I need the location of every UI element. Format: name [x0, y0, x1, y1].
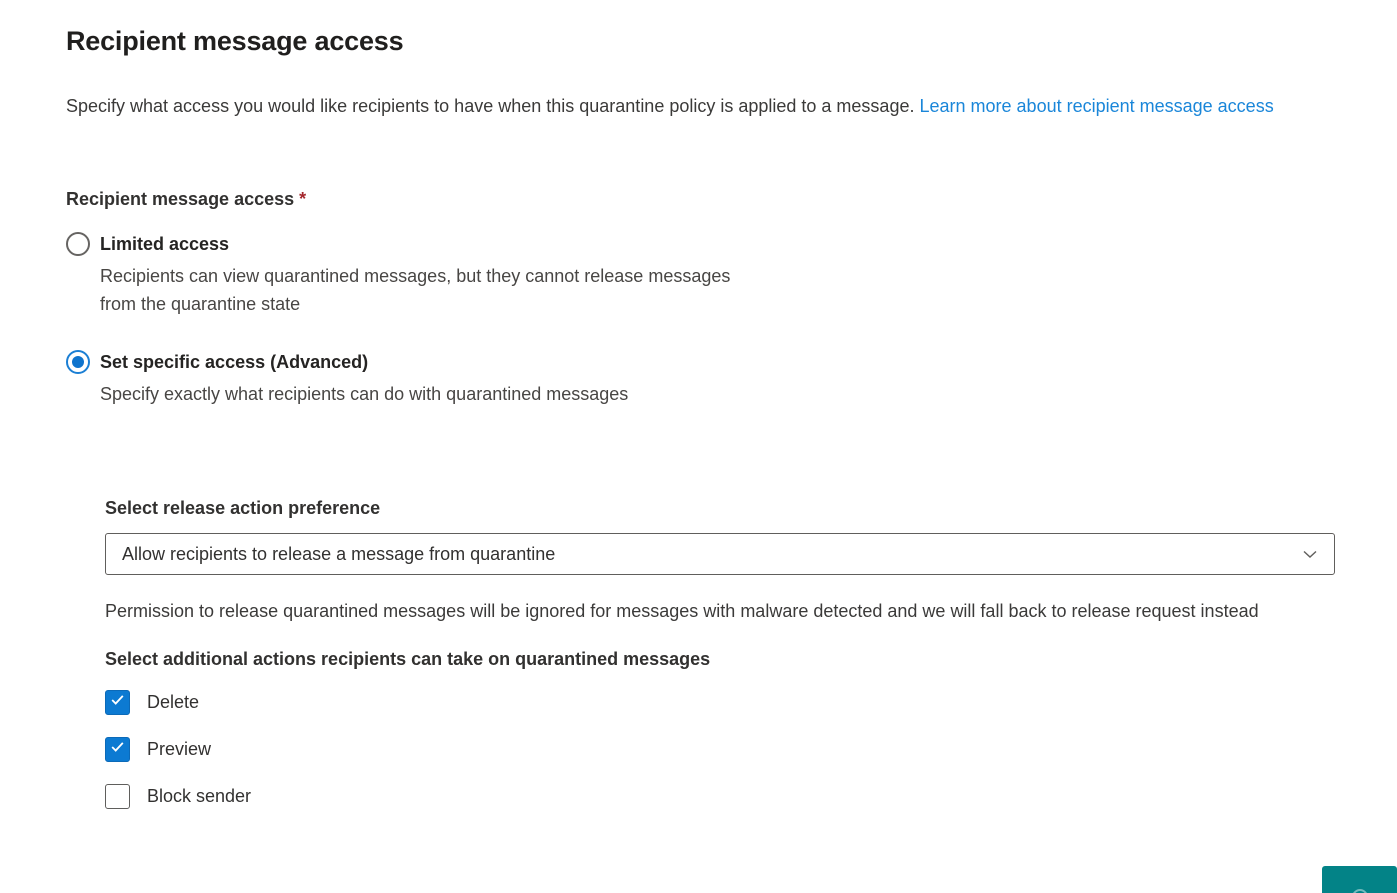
page-description: [66, 92, 1334, 121]
radio-option-description: Specify exactly what recipients can do with quarantined messages: [100, 384, 629, 404]
radio-option-limited-access[interactable]: [66, 232, 1397, 318]
radio-button[interactable]: [66, 350, 90, 374]
advanced-access-section: [105, 496, 1397, 809]
additional-actions-checkbox-group: [105, 689, 1397, 809]
checkbox-row-block-sender[interactable]: [105, 783, 1397, 809]
page-description-text: Specify what access you would like recipients to have when this quarantine policy is applied to a message.: [66, 96, 915, 116]
access-field-label: [66, 189, 1397, 210]
checkbox[interactable]: [105, 737, 130, 762]
release-action-selected-value: Allow recipients to release a message from quarantine: [122, 543, 556, 564]
radio-option-label[interactable]: Limited access: [100, 234, 230, 254]
checkbox-label[interactable]: Preview: [147, 738, 212, 759]
checkmark-icon: [109, 738, 126, 760]
radio-option-set-specific-access[interactable]: [66, 350, 1397, 408]
required-marker: *: [299, 189, 307, 209]
radio-button[interactable]: [66, 232, 90, 256]
checkbox-row-delete[interactable]: [105, 689, 1397, 715]
page-title: Recipient message access: [66, 26, 404, 56]
release-action-note: Permission to release quarantined messages will be ignored for messages with malware detected and we will fall back to release request instead: [105, 601, 1259, 621]
learn-more-link[interactable]: Learn more about recipient message access: [919, 96, 1274, 116]
checkmark-icon: [109, 691, 126, 713]
checkbox-row-preview[interactable]: [105, 736, 1397, 762]
radio-option-label[interactable]: Set specific access (Advanced): [100, 352, 369, 372]
release-action-dropdown[interactable]: [105, 533, 1335, 575]
checkbox-label[interactable]: Block sender: [147, 785, 252, 806]
radio-option-description: Recipients can view quarantined messages, but they cannot release messages from the quarantine state: [100, 266, 731, 314]
checkbox[interactable]: [105, 690, 130, 715]
checkbox-label[interactable]: Delete: [147, 691, 200, 712]
chevron-down-icon: [1302, 546, 1318, 562]
release-action-label: Select release action preference: [105, 498, 381, 518]
checkbox[interactable]: [105, 784, 130, 809]
additional-actions-label: Select additional actions recipients can take on quarantined messages: [105, 649, 711, 669]
access-field-label-text: Recipient message access: [66, 189, 295, 209]
radio-option-text: [100, 350, 628, 408]
radio-option-text: [100, 232, 745, 318]
feedback-smiley-icon: [1352, 889, 1368, 893]
feedback-button[interactable]: [1322, 866, 1397, 893]
